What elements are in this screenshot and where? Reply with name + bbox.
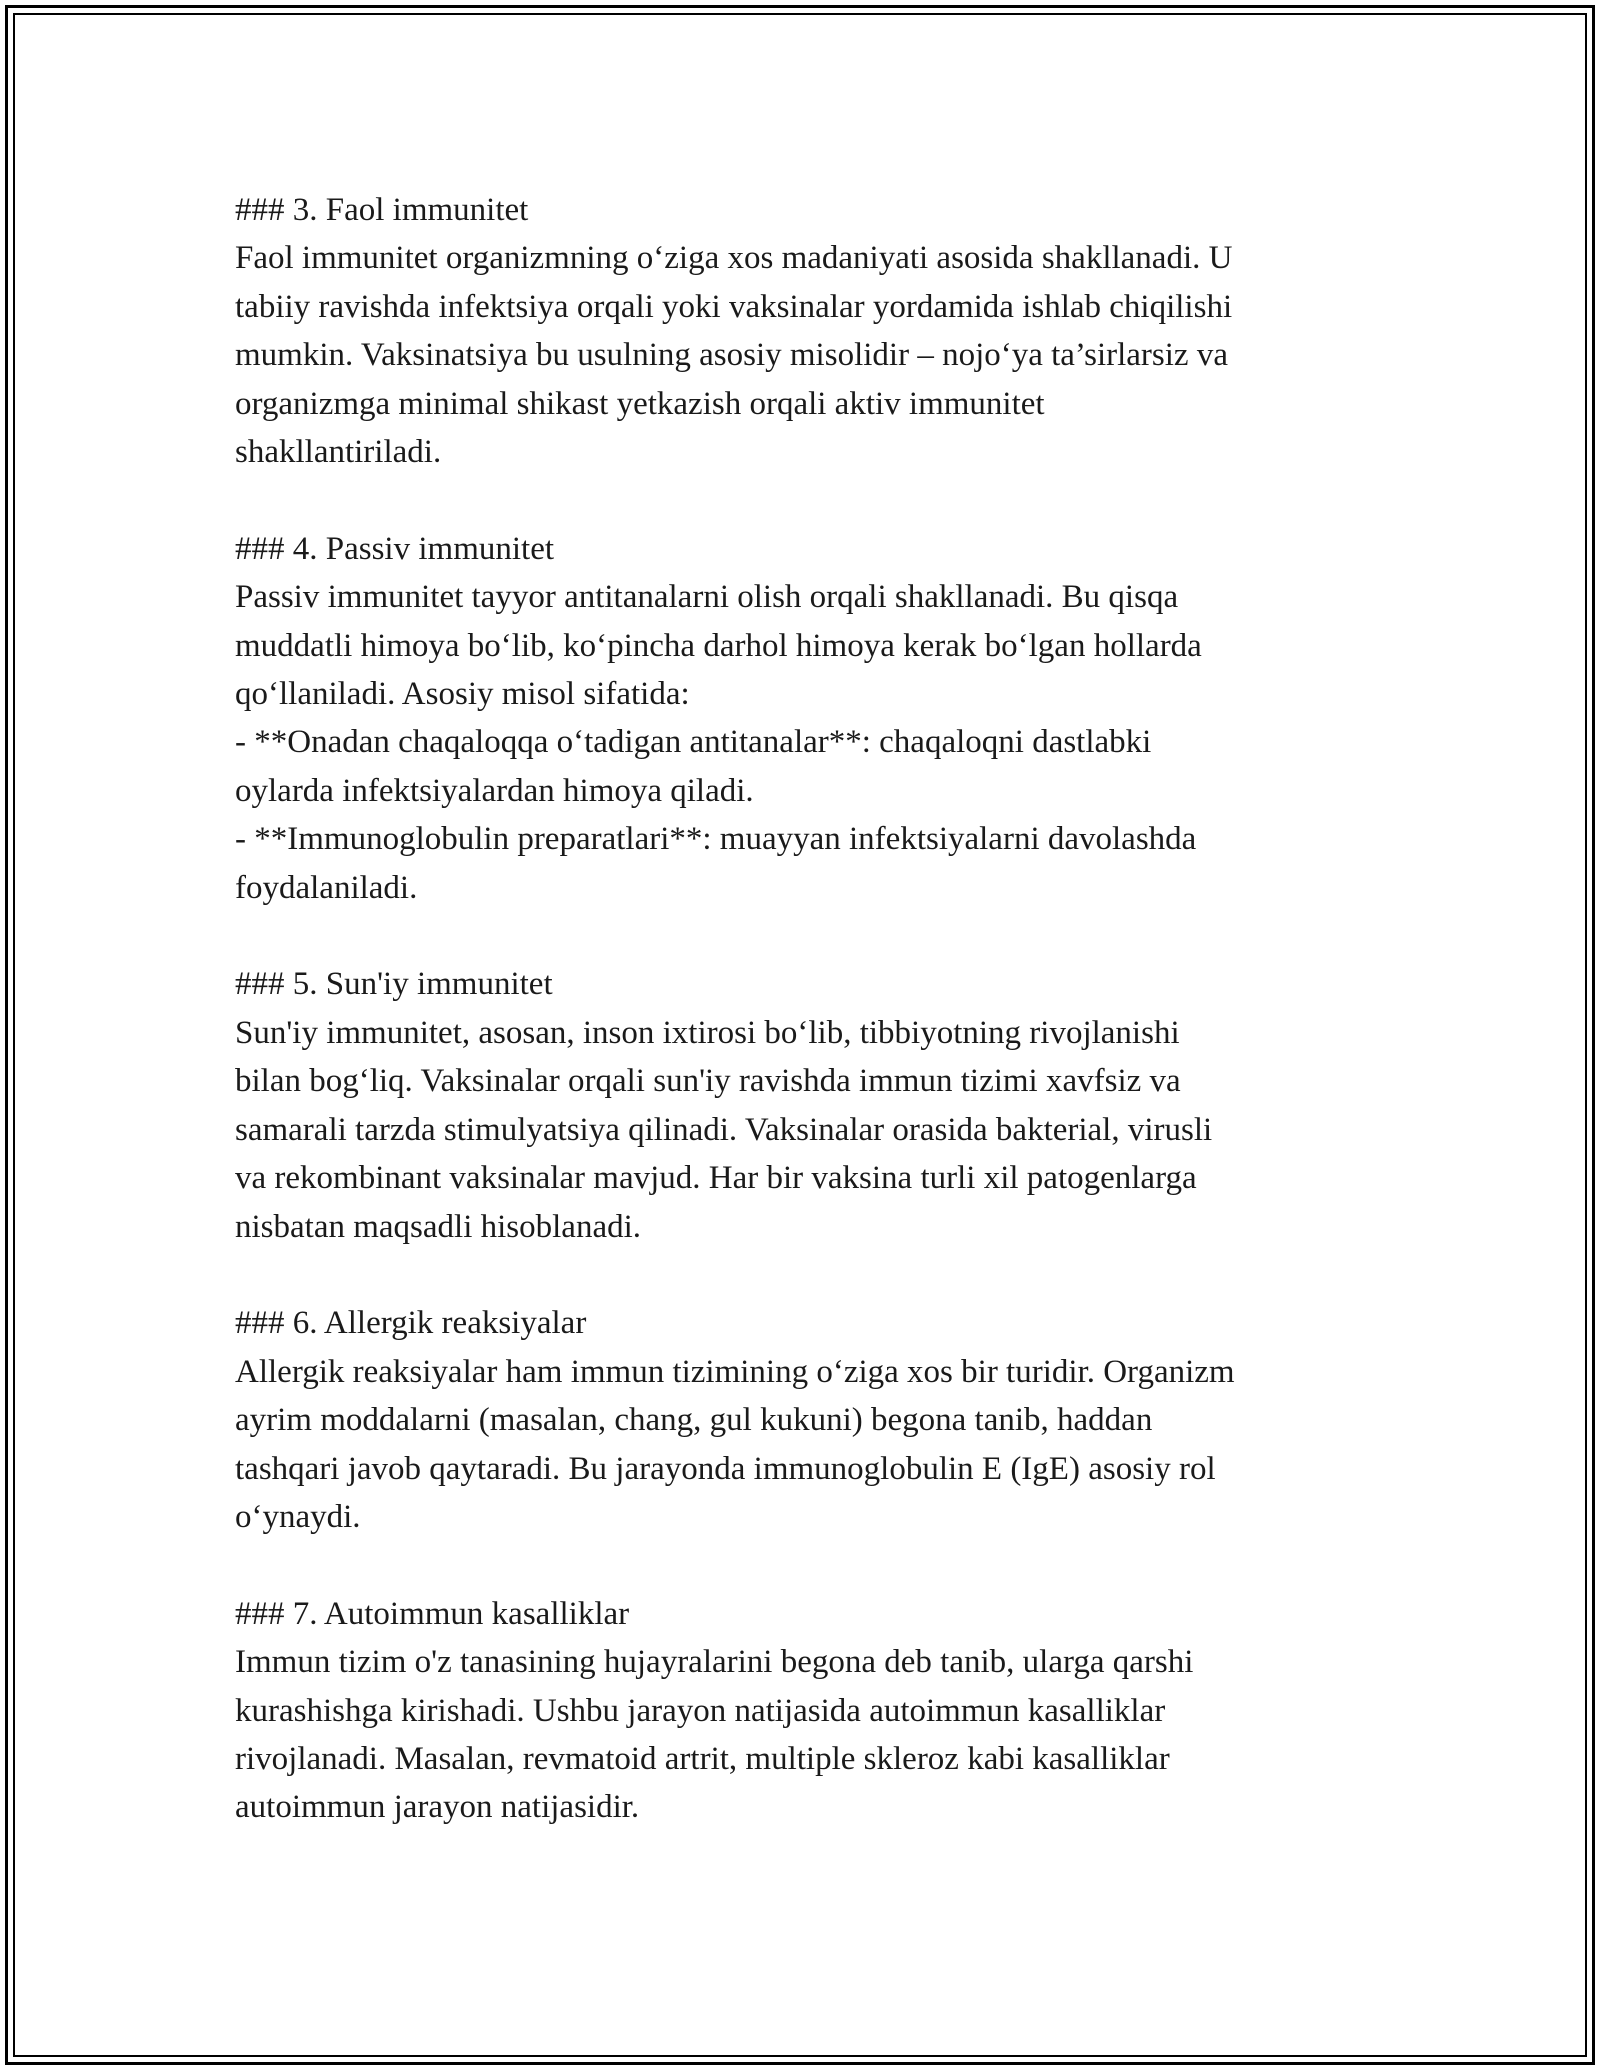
paragraph-line: Faol immunitet organizmning o‘ziga xos madaniyati asosida shakllanadi. U (235, 240, 1233, 277)
section-heading: ### 6. Allergik reaksiyalar (235, 1305, 587, 1342)
paragraph-line: ayrim moddalarni (masalan, chang, gul kukuni) begona tanib, haddan (235, 1402, 1153, 1439)
section-heading: ### 3. Faol immunitet (235, 192, 529, 228)
section-suniy-immunitet (235, 960, 1385, 1250)
list-item-line: oylarda infektsiyalardan himoya qiladi. (235, 772, 754, 809)
paragraph-line: Passiv immunitet tayyor antitanalarni olish orqali shakllanadi. Bu qisqa (235, 579, 1179, 616)
paragraph-line: kurashishga kirishadi. Ushbu jarayon natijasida autoimmun kasalliklar (235, 1692, 1166, 1729)
section-autoimmun-kasalliklar (235, 1590, 1385, 1832)
section-faol-immunitet (235, 186, 1385, 476)
section-allergik-reaksiyalar (235, 1299, 1385, 1541)
section-heading: ### 7. Autoimmun kasalliklar (235, 1595, 630, 1632)
paragraph-line: tabiiy ravishda infektsiya orqali yoki vaksinalar yordamida ishlab chiqilishi (235, 288, 1233, 325)
list-item-line: - **Onadan chaqaloqqa o‘tadigan antitanalar**: chaqaloqni dastlabki (235, 724, 1152, 761)
document-body (235, 186, 1385, 1880)
section-passiv-immunitet (235, 525, 1385, 912)
paragraph-line: va rekombinant vaksinalar mavjud. Har bir vaksina turli xil patogenlarga (235, 1160, 1197, 1197)
paragraph-line: tashqari javob qaytaradi. Bu jarayonda immunoglobulin E (IgE) asosiy rol (235, 1450, 1216, 1487)
paragraph-line: o‘ynaydi. (235, 1498, 361, 1535)
paragraph-line: bilan bog‘liq. Vaksinalar orqali sun'iy ravishda immun tizimi xavfsiz va (235, 1063, 1181, 1100)
paragraph-line: qo‘llaniladi. Asosiy misol sifatida: (235, 676, 690, 713)
paragraph-line: Allergik reaksiyalar ham immun tizimining o‘ziga xos bir turidir. Organizm (235, 1353, 1235, 1390)
paragraph-line: Immun tizim o'z tanasining hujayralarini begona deb tanib, ularga qarshi (235, 1644, 1194, 1681)
paragraph-line: Sun'iy immunitet, asosan, inson ixtirosi bo‘lib, tibbiyotning rivojlanishi (235, 1014, 1180, 1051)
section-heading: ### 4. Passiv immunitet (235, 530, 555, 567)
paragraph-line: rivojlanadi. Masalan, revmatoid artrit, multiple skleroz kabi kasalliklar (235, 1740, 1170, 1777)
paragraph-line: organizmga minimal shikast yetkazish orqali aktiv immunitet (235, 385, 1045, 422)
section-heading: ### 5. Sun'iy immunitet (235, 966, 553, 1003)
list-item-line: foydalaniladi. (235, 869, 418, 906)
list-item-line: - **Immunoglobulin preparatlari**: muayyan infektsiyalarni davolashda (235, 821, 1197, 858)
paragraph-line: mumkin. Vaksinatsiya bu usulning asosiy misolidir – nojo‘ya ta’sirlarsiz va (235, 337, 1228, 374)
paragraph-line: shakllantiriladi. (235, 434, 442, 471)
paragraph-line: autoimmun jarayon natijasidir. (235, 1789, 640, 1826)
paragraph-line: samarali tarzda stimulyatsiya qilinadi. Vaksinalar orasida bakterial, virusli (235, 1111, 1213, 1148)
paragraph-line: nisbatan maqsadli hisoblanadi. (235, 1208, 642, 1245)
paragraph-line: muddatli himoya bo‘lib, ko‘pincha darhol himoya kerak bo‘lgan hollarda (235, 627, 1202, 664)
